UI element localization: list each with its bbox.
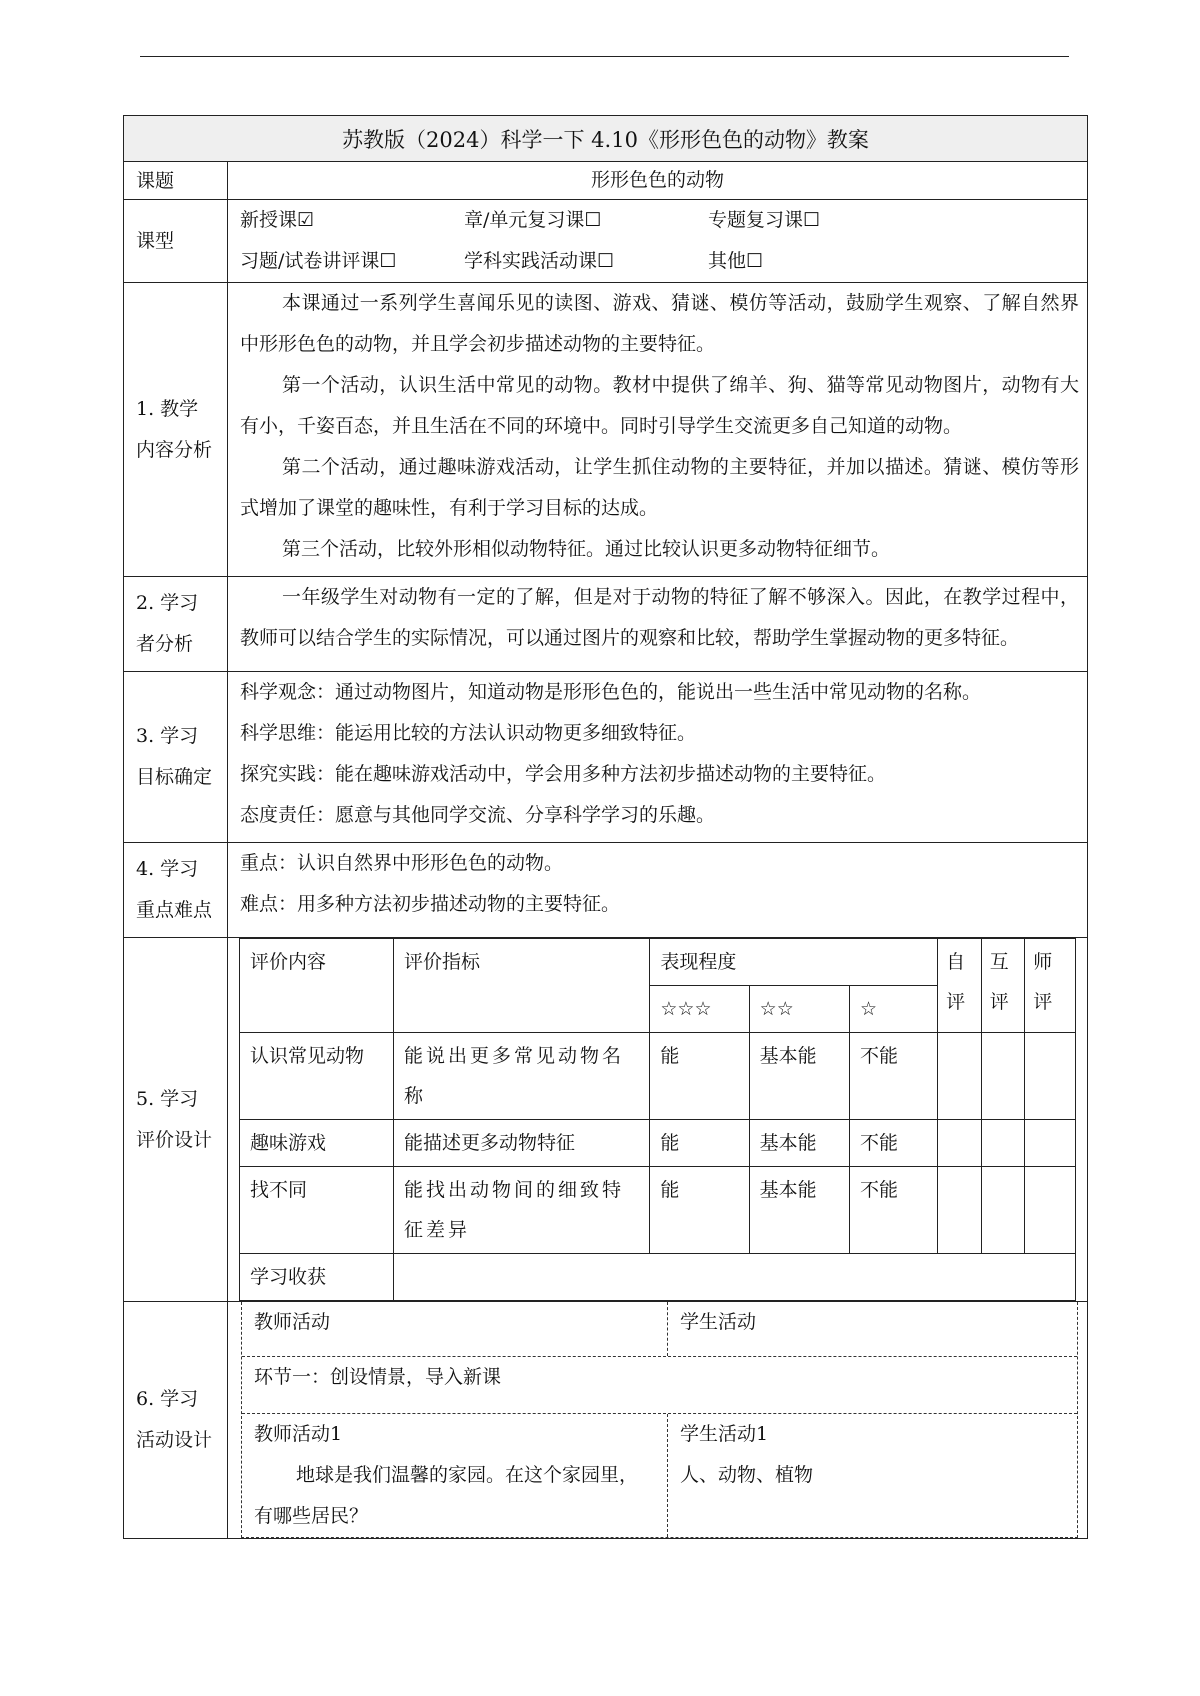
teacher-activity-header: 教师活动 [242,1302,668,1356]
table-row [240,1167,1076,1254]
topic-label: 课题 [124,162,228,200]
eval-content: 趣味游戏 [240,1120,394,1167]
objective-line: 态度责任：愿意与其他同学交流、分享科学学习的乐趣。 [240,804,716,826]
eval-self-cell [938,1033,982,1120]
eval-teacher-cell [1025,1167,1076,1254]
eval-content: 找不同 [240,1167,394,1254]
eval-header-peer: 互评 [981,939,1025,1033]
activity-box [241,1302,1078,1538]
student-activity-header: 学生活动 [680,1311,757,1333]
eval-peer-cell [981,1120,1025,1167]
evaluation-label: 5. 学习评价设计 [124,938,228,1302]
activities-cell [228,1302,1088,1539]
objectives-label: 3. 学习目标确定 [124,672,228,843]
eval-peer-cell [981,1033,1025,1120]
objective-line: 科学思维：能运用比较的方法认识动物更多细致特征。 [240,722,697,744]
learner-analysis-label: 2. 学习者分析 [124,577,228,672]
learner-analysis-body [228,577,1088,672]
lesson-plan-table [123,115,1088,1539]
student-activity-1-title: 学生活动1 [680,1423,769,1445]
stage-one-title: 环节一：创设情景，导入新课 [254,1366,502,1388]
option-practice-activity: 学科实践活动课☐ [464,250,615,272]
eval-header-level: 表现程度 [650,939,938,986]
eval-peer-cell [981,1167,1025,1254]
level-one-star: ☆ [849,986,937,1033]
eval-level-3: 能 [650,1167,749,1254]
table-row [240,1033,1076,1120]
objective-line: 探究实践：能在趣味游戏活动中，学会用多种方法初步描述动物的主要特征。 [240,763,887,785]
option-topic-review: 专题复习课☐ [708,209,821,231]
eval-header-content: 评价内容 [240,939,394,1033]
eval-level-1: 不能 [849,1033,937,1120]
eval-level-2: 基本能 [749,1167,849,1254]
option-chapter-review: 章/单元复习课☐ [464,209,602,231]
eval-level-3: 能 [650,1120,749,1167]
eval-level-2: 基本能 [749,1120,849,1167]
eval-indicator: 能说出更多常见动物名称 [394,1033,650,1120]
key-points-body [228,843,1088,938]
option-exercise-review: 习题/试卷讲评课☐ [240,250,397,272]
teacher-activity-1-text: 地球是我们温馨的家园。在这个家园里，有哪些居民？ [254,1464,639,1527]
eval-header-teacher: 师评 [1025,939,1076,1033]
eval-level-1: 不能 [849,1167,937,1254]
eval-indicator: 能找出动物间的细致特征差异 [394,1167,650,1254]
level-two-stars: ☆☆ [749,986,849,1033]
key-point-line: 难点：用多种方法初步描述动物的主要特征。 [240,893,621,915]
course-type-label: 课型 [124,200,228,283]
paragraph: 一年级学生对动物有一定的了解，但是对于动物的特征了解不够深入。因此，在教学过程中，教师可以结合学生的实际情况，可以通过图片的观察和比较，帮助学生掌握动物的更多特征。 [240,586,1079,649]
topic-value: 形形色色的动物 [228,162,1088,200]
paragraph: 本课通过一系列学生喜闻乐见的读图、游戏、猜谜、模仿等活动，鼓励学生观察、了解自然界中形形色色的动物，并且学会初步描述动物的主要特征。 [240,292,1079,355]
eval-header-indicator: 评价指标 [394,939,650,1033]
gains-label: 学习收获 [240,1254,394,1301]
eval-level-2: 基本能 [749,1033,849,1120]
evaluation-cell [228,938,1088,1302]
option-new-lesson: 新授课☑ [240,209,315,231]
course-type-options [228,200,1087,282]
paragraph: 第一个活动，认识生活中常见的动物。教材中提供了绵羊、狗、猫等常见动物图片，动物有大有小，千姿百态，并且生活在不同的环境中。同时引导学生交流更多自己知道的动物。 [240,374,1079,437]
eval-teacher-cell [1025,1033,1076,1120]
level-three-stars: ☆☆☆ [650,986,749,1033]
eval-self-cell [938,1167,982,1254]
eval-content: 认识常见动物 [240,1033,394,1120]
document-title: 苏教版（2024）科学一下 4.10《形形色色的动物》教案 [124,116,1088,162]
paragraph: 第三个活动，比较外形相似动物特征。通过比较认识更多动物特征细节。 [282,538,891,560]
content-analysis-body [228,283,1088,577]
objective-line: 科学观念：通过动物图片，知道动物是形形色色的，能说出一些生活中常见动物的名称。 [240,681,982,703]
paragraph: 第二个活动，通过趣味游戏活动，让学生抓住动物的主要特征，并加以描述。猜谜、模仿等形式增加了课堂的趣味性，有利于学习目标的达成。 [240,456,1079,519]
objectives-body [228,672,1088,843]
eval-self-cell [938,1120,982,1167]
student-activity-1 [668,1414,1077,1537]
table-row [240,1120,1076,1167]
key-point-line: 重点：认识自然界中形形色色的动物。 [240,852,564,874]
teacher-activity-1 [242,1414,668,1537]
key-points-label: 4. 学习重点难点 [124,843,228,938]
eval-header-self: 自评 [938,939,982,1033]
option-other: 其他☐ [708,250,764,272]
teacher-activity-1-title: 教师活动1 [254,1423,343,1445]
eval-level-3: 能 [650,1033,749,1120]
student-activity-1-text: 人、动物、植物 [680,1464,814,1486]
eval-level-1: 不能 [849,1120,937,1167]
gains-cell [394,1254,1076,1301]
eval-teacher-cell [1025,1120,1076,1167]
eval-indicator: 能描述更多动物特征 [394,1120,650,1167]
header-rule [140,56,1069,57]
activities-label: 6. 学习活动设计 [124,1302,228,1539]
content-analysis-label: 1. 教学内容分析 [124,283,228,577]
evaluation-table [239,938,1076,1301]
